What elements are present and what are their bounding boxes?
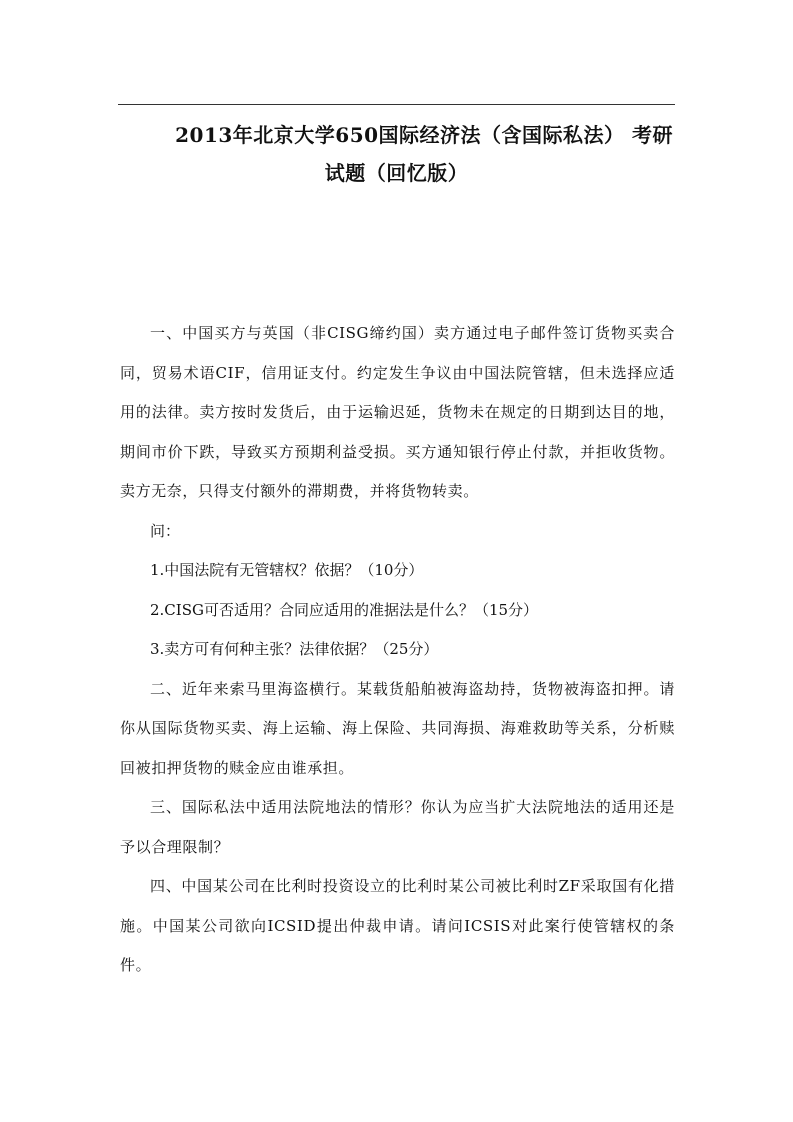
question-3-text: 三、国际私法中适用法院地法的情形？你认为应当扩大法院地法的适用还是予以合理限制？ [120,798,675,856]
document-body [120,314,675,986]
header-rule [118,104,675,105]
question-1-ask-label: 问： [150,521,181,540]
question-4-text: 四、中国某公司在比利时投资设立的比利时某公司被比利时ZF采取国有化措施。中国某公司欲向ICSID提出仲裁申请。请问ICSIS对此案行使管辖权的条件。 [120,877,675,974]
question-2-text: 二、近年来索马里海盗横行。某载货船舶被海盗劫持，货物被海盗扣押。请你从国际货物买卖、海上运输、海上保险、共同海损、海难救助等关系，分析赎回被扣押货物的赎金应由谁承担。 [120,679,675,777]
title-line-2: 试题（回忆版） [324,161,469,185]
document-title [118,116,675,192]
question-1-text: 一、中国买方与英国（非CISG缔约国）卖方通过电子邮件签订货物买卖合同，贸易术语CIF，信用证支付。约定发生争议由中国法院管辖，但未选择应适用的法律。卖方按时发货后，由于运输迟延，货物未在规定的日期到达目的地，期间市价下跌，导致买方预期利益受损。买方通知银行停止付款，并拒收货物。卖方无奈，只得支付额外的滞期费，并将货物转卖。 [120,324,675,500]
question-1-sub-2: 2.CISG可否适用？合同应适用的准据法是什么？（15分） [150,600,539,619]
question-1-sub-3: 3.卖方可有何种主张？法律依据？（25分） [150,640,439,658]
title-line-1: 2013年北京大学650国际经济法（含国际私法） 考研 [175,123,673,147]
question-1-sub-1: 1.中国法院有无管辖权？依据？（10分） [150,561,424,579]
